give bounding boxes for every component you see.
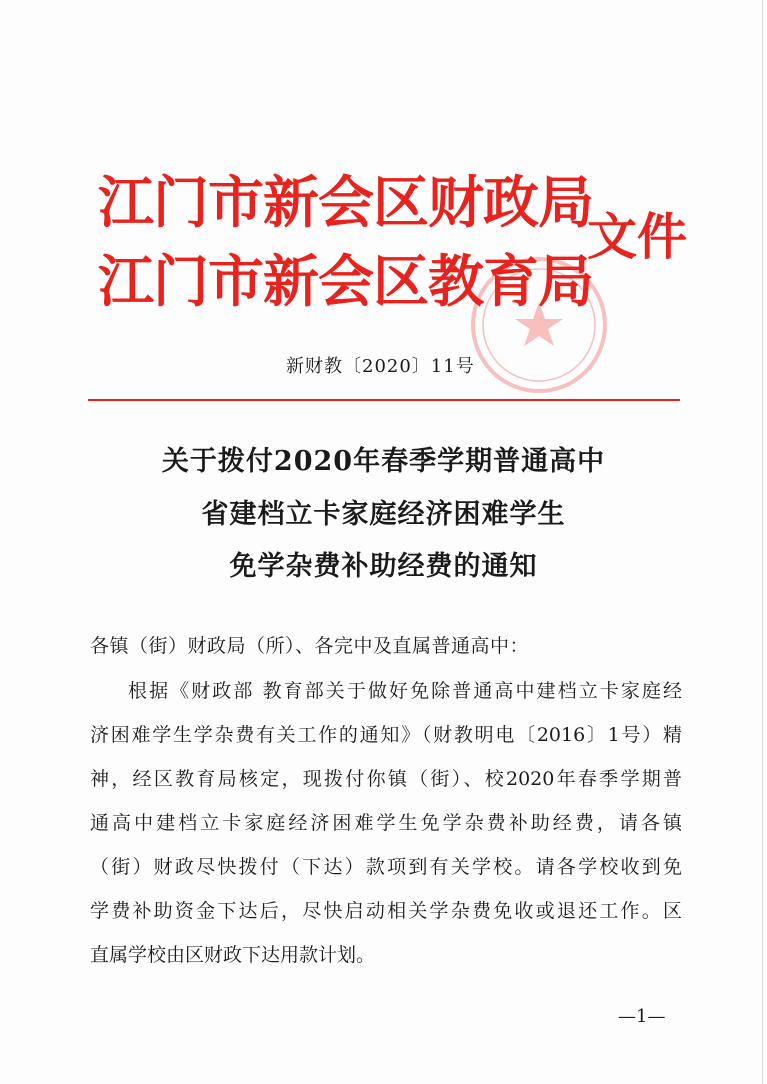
body-line: 神，经区教育局核定，现拨付你镇（街）、校2020年春季学期普 [90, 768, 682, 790]
body-line: 济困难学生学杂费有关工作的通知》（财教明电〔2016〕1号）精 [90, 724, 682, 746]
body-line: 学费补助资金下达后，尽快启动相关学杂费免收或退还工作。区 [90, 900, 682, 922]
salutation: 各镇（街）财政局（所）、各完中及直属普通高中： [90, 635, 530, 657]
red-separator-line [88, 399, 680, 401]
issuer-education-bureau: 江门市新会区教育局 [98, 250, 593, 315]
issuer-finance-bureau: 江门市新会区财政局 [98, 171, 593, 236]
body-line: 直属学校由区财政下达用款计划。 [90, 944, 376, 966]
body-line: 根据《财政部 教育部关于做好免除普通高中建档立卡家庭经 [128, 680, 682, 702]
page-edge [762, 0, 763, 1084]
document-number: 新财教〔2020〕11号 [286, 356, 475, 377]
page-number: —1— [618, 1006, 666, 1027]
notice-title-line-3: 免学杂费补助经费的通知 [229, 551, 538, 582]
body-line: 通高中建档立卡家庭经济困难学生免学杂费补助经费，请各镇 [90, 812, 682, 834]
body-line: （街）财政尽快拨付（下达）款项到有关学校。请各学校收到免 [90, 856, 682, 878]
notice-title-line-1: 关于拨付2020年春季学期普通高中 [161, 446, 606, 477]
document-type-label: 文件 [587, 208, 687, 266]
notice-title-line-2: 省建档立卡家庭经济困难学生 [201, 499, 566, 530]
